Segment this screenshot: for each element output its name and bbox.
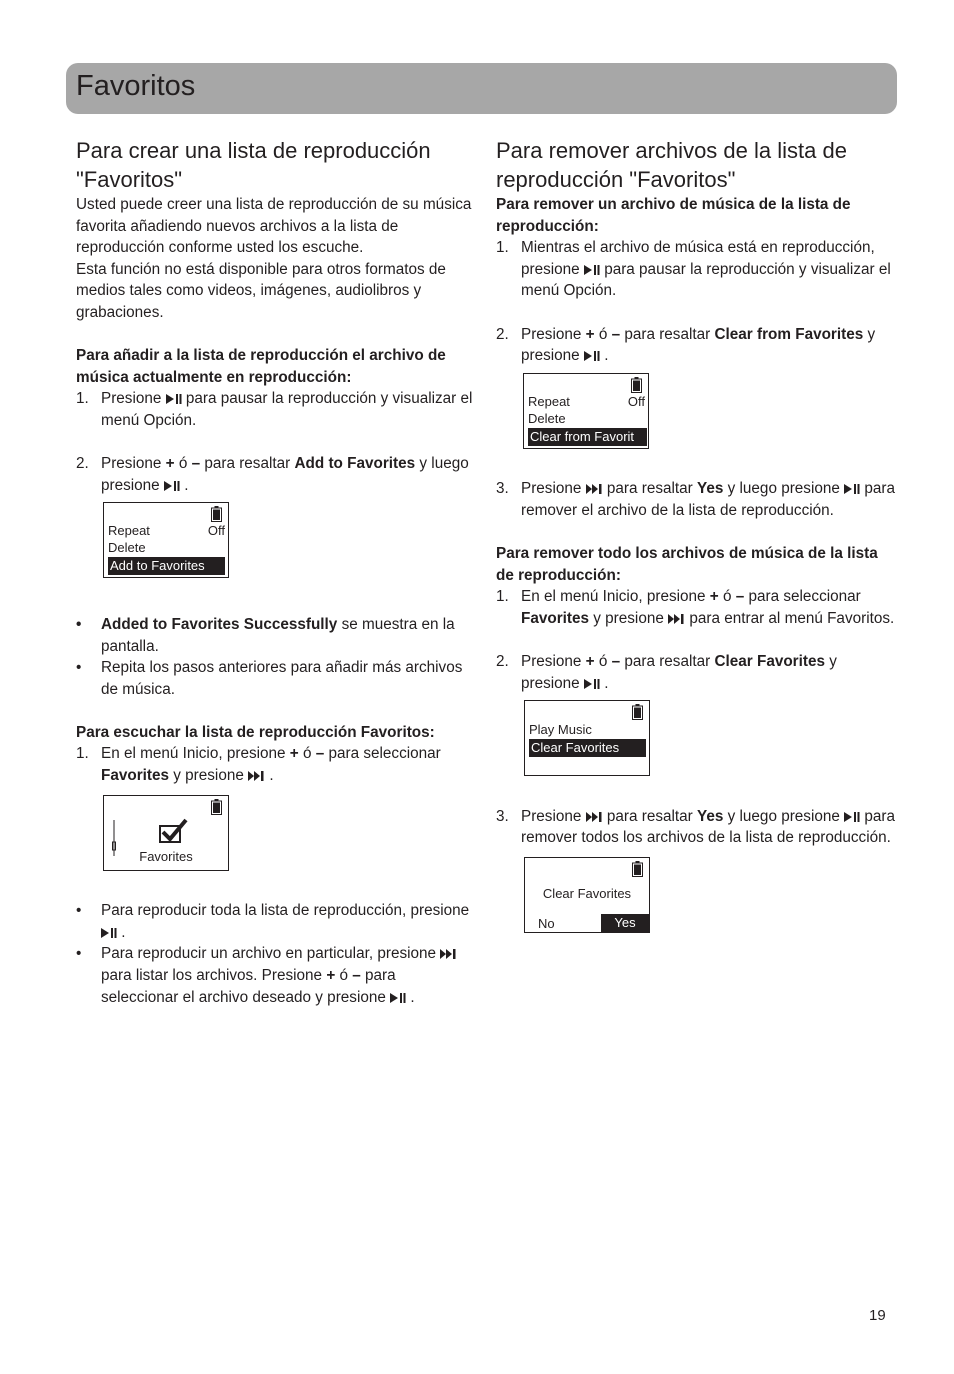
option-name: Yes — [697, 480, 724, 498]
step-text: para seleccionar — [748, 588, 861, 606]
step-number: 3. — [496, 480, 509, 498]
step-text: para resaltar — [624, 325, 711, 343]
screen-selected-item: Clear from Favorit — [530, 428, 635, 444]
step-text: ó — [722, 588, 732, 606]
step-text: y luego presione — [727, 480, 840, 498]
menu-item-name: Favorites — [521, 609, 590, 627]
play-pause-icon — [101, 928, 117, 938]
step-text: ó — [598, 653, 608, 671]
screen-no-option: No — [538, 916, 555, 932]
screen-play-music-item: Play Music — [529, 722, 592, 738]
left-column — [76, 136, 476, 1008]
screen-repeat-value: Off — [627, 393, 645, 409]
step-number: 2. — [496, 325, 509, 343]
play-pause-icon — [390, 993, 406, 1003]
bullet-mark: • — [76, 902, 82, 920]
screen-repeat-value: Off — [207, 523, 225, 539]
minus-key: – — [611, 653, 621, 671]
step-text: Presione — [521, 480, 582, 498]
remove-one-step-1 — [496, 237, 896, 302]
step-text: . — [604, 347, 609, 365]
bullet-text: para seleccionar el archivo deseado y presione — [101, 967, 396, 1006]
device-screen-add-to-favorites — [103, 502, 229, 578]
step-number: 1. — [76, 390, 89, 408]
play-pause-icon — [584, 265, 600, 275]
step-text: para remover el archivo de la lista de reproducción. — [521, 480, 896, 519]
left-heading — [76, 136, 476, 194]
minus-key: – — [315, 745, 325, 763]
screen-yes-option-selected: Yes — [601, 914, 649, 932]
add-step-1 — [76, 388, 476, 431]
minus-key: – — [611, 325, 621, 343]
menu-item-name: Clear from Favorites — [714, 325, 864, 343]
checkmark-icon — [159, 818, 189, 849]
step-text: para pausar la reproducción y visualizar el menú Opción. — [101, 390, 473, 429]
remove-all-step-2 — [496, 651, 896, 694]
bullet-play-one — [76, 943, 476, 1008]
add-section-heading: Para añadir a la lista de reproducción el archivo de música actualmente en reproducción: — [76, 347, 446, 386]
next-icon — [668, 614, 685, 624]
bullet-added-success — [76, 614, 476, 657]
bullet-text: Para reproducir un archivo en particular, presione — [101, 945, 437, 963]
bullet-mark: • — [76, 945, 82, 963]
intro-paragraph-1: Usted puede creer una lista de reproducción de su música favorita añadiendo nuevos archivos a la lista de reproducción conforme usted los escuche. — [76, 196, 472, 257]
step-number: 3. — [496, 807, 509, 825]
screen-delete-label: Delete — [528, 410, 566, 426]
step-text: para resaltar — [204, 455, 291, 473]
bullet-text: para listar los archivos. Presione — [101, 967, 323, 985]
step-text: para resaltar — [606, 807, 693, 825]
screen-selected-item: Add to Favorites — [110, 558, 205, 574]
step-text: para resaltar — [624, 653, 711, 671]
step-text: para resaltar — [606, 480, 693, 498]
remove-one-step-2 — [496, 324, 896, 367]
remove-one-step-3 — [496, 478, 896, 521]
left-heading-line1: Para crear una lista de reproducción — [76, 138, 431, 163]
right-heading-line1: Para remover archivos de la lista de — [496, 138, 847, 163]
next-icon — [248, 771, 265, 781]
step-text: . — [604, 674, 609, 692]
menu-item-name: Clear Favorites — [714, 653, 825, 671]
play-pause-icon — [166, 394, 182, 404]
step-text: para remover todos los archivos de la lista de reproducción. — [521, 807, 896, 847]
step-text: En el menú Inicio, presione — [101, 745, 286, 763]
step-text: Presione — [101, 455, 162, 473]
page-banner — [66, 63, 897, 114]
bullet-text: ó — [339, 967, 349, 985]
step-text: ó — [598, 325, 608, 343]
option-name: Yes — [697, 807, 724, 825]
bullet-play-all — [76, 900, 476, 943]
bullet-text: se muestra en la pantalla. — [101, 615, 455, 655]
remove-one-heading: Para remover un archivo de música de la lista de reproducción: — [496, 196, 851, 235]
bullet-mark: • — [76, 659, 82, 677]
bullet-text: . — [121, 923, 126, 941]
plus-key: + — [709, 588, 719, 606]
step-number: 2. — [76, 455, 89, 473]
play-pause-icon — [164, 481, 180, 491]
next-icon — [586, 484, 603, 494]
step-text: . — [184, 476, 189, 494]
step-text: Mientras el archivo de música está en reproducción, presione — [521, 239, 875, 278]
play-pause-icon — [844, 812, 860, 822]
listen-section-heading: Para escuchar la lista de reproducción Favoritos: — [76, 723, 435, 741]
minus-key: – — [735, 588, 745, 606]
battery-icon — [632, 861, 643, 882]
step-text: y presione — [521, 653, 837, 692]
step-text: y luego presione — [727, 807, 840, 825]
step-number: 1. — [76, 745, 89, 763]
plus-key: + — [585, 653, 595, 671]
step-number: 1. — [496, 588, 509, 606]
bullet-text: . — [410, 988, 415, 1006]
play-pause-icon — [584, 679, 600, 689]
device-screen-clear-from-favorites — [523, 373, 649, 449]
device-screen-clear-favorites-menu — [524, 700, 650, 776]
plus-key: + — [165, 455, 175, 473]
screen-delete-label: Delete — [108, 540, 146, 556]
bullet-mark: • — [76, 615, 82, 633]
minus-key: – — [191, 455, 201, 473]
plus-key: + — [289, 745, 299, 763]
listen-step-1 — [76, 743, 476, 786]
remove-all-heading: Para remover todo los archivos de música de la lista de reproducción: — [496, 545, 878, 584]
step-text: ó — [178, 455, 188, 473]
screen-favorites-label: Favorites — [139, 848, 193, 864]
next-icon — [440, 949, 457, 959]
step-text: Presione — [521, 653, 582, 671]
device-screen-confirm-clear — [524, 857, 650, 933]
right-heading — [496, 136, 896, 194]
screen-confirm-title: Clear Favorites — [542, 886, 632, 902]
bullet-text: Para reproducir toda la lista de reproducción, presione — [101, 902, 470, 920]
step-text: Presione — [521, 807, 582, 825]
page-title: Favoritos — [76, 70, 196, 102]
play-pause-icon — [584, 351, 600, 361]
step-text: y presione — [593, 609, 664, 627]
step-text: ó — [302, 745, 312, 763]
plus-key: + — [326, 967, 336, 985]
battery-icon — [211, 799, 222, 820]
right-column — [496, 136, 896, 933]
step-text: Presione — [101, 390, 162, 408]
screen-selected-item: Clear Favorites — [531, 740, 620, 756]
step-text: y presione — [521, 325, 876, 365]
step-text: para pausar la reproducción y visualizar el menú Opción. — [521, 260, 891, 300]
step-text: y presione — [173, 767, 244, 785]
menu-item-name: Add to Favorites — [294, 455, 416, 473]
step-text: . — [269, 767, 274, 785]
intro-paragraph-2: Esta función no está disponible para otros formatos de medios tales como videos, imágenes, audiolibros y grabaciones. — [76, 260, 446, 321]
page-number: 19 — [869, 1307, 886, 1324]
screen-repeat-label: Repeat — [528, 393, 570, 409]
screen-repeat-label: Repeat — [108, 523, 150, 539]
step-text: para seleccionar — [328, 745, 441, 763]
step-text: y luego presione — [101, 455, 469, 494]
remove-all-step-3 — [496, 806, 896, 849]
step-text: En el menú Inicio, presione — [521, 588, 706, 606]
menu-item-name: Favorites — [101, 767, 170, 785]
add-step-2 — [76, 453, 476, 496]
remove-all-step-1 — [496, 586, 896, 629]
left-heading-line2: "Favoritos" — [76, 167, 183, 192]
step-number: 1. — [496, 239, 509, 257]
play-pause-icon — [844, 484, 860, 494]
plus-key: + — [585, 325, 595, 343]
minus-key: – — [352, 967, 361, 985]
right-heading-line2: reproducción "Favoritos" — [496, 167, 736, 192]
step-text: para entrar al menú Favoritos. — [689, 609, 895, 627]
device-screen-favorites — [103, 795, 229, 871]
step-number: 2. — [496, 653, 509, 671]
bullet-repeat-steps — [76, 657, 476, 700]
step-text: Presione — [521, 325, 582, 343]
next-icon — [586, 812, 603, 822]
bullet-text: Repita los pasos anteriores para añadir más archivos de música. — [101, 659, 463, 698]
message-name: Added to Favorites Successfully — [101, 615, 338, 633]
